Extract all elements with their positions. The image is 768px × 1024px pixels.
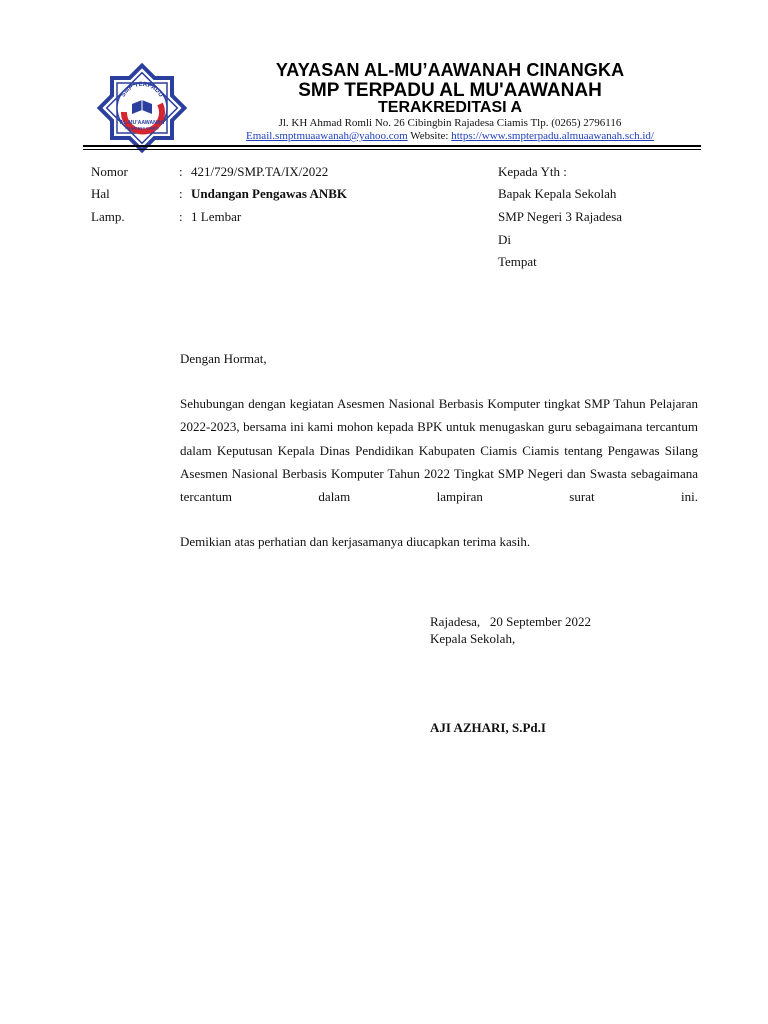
email-link[interactable]: Email.smptmuaawanah@yahoo.com	[246, 130, 408, 142]
body-paragraph: Sehubungan dengan kegiatan Asesmen Nasional Berbasis Komputer tingkat SMP Tahun Pelajaran 2022-2023, bersama ini kami mohon kepada BPK untuk menugaskan guru sebagaimana tercantum dalam Keputusan Kepala Dinas Pendidikan Kabupaten Ciamis Ciamis tentang Pengawas Silang Asesmen Nasional Berbasis Komputer Tahun 2022 Tingkat SMP Negeri dan Swasta sebagaimana tercantum dalam lampiran surat ini.	[180, 396, 698, 505]
meta-subject-value: Undangan Pengawas ANBK	[191, 186, 348, 201]
meta-number-value: 421/729/SMP.TA/IX/2022	[191, 164, 329, 179]
accreditation: TERAKREDITASI A	[378, 99, 522, 116]
closing-sentence: Demikian atas perhatian dan kerjasamanya diucapkan terima kasih.	[180, 534, 531, 549]
meta-attachment-label: Lamp.	[91, 209, 125, 224]
meta-attachment-value: 1 Lembar	[191, 209, 242, 224]
logo-bottom-text: AL-MU'AAWANAH	[119, 120, 165, 126]
school-address: Jl. KH Ahmad Romli No. 26 Cibingbin Rajadesa Ciamis Tlp. (0265) 2796116	[278, 117, 622, 129]
greeting: Dengan Hormat,	[180, 351, 267, 366]
place-date: Rajadesa, 20 September 2022	[430, 614, 592, 629]
contact-line	[200, 130, 700, 142]
meta-number-label: Nomor	[91, 164, 128, 179]
school-name: SMP TERPADU AL MU'AAWANAH	[298, 80, 602, 101]
letterhead-divider-thick	[83, 145, 701, 147]
website-link[interactable]: https://www.smpterpadu.almuaawanah.sch.id/	[451, 130, 654, 142]
meta-attachment-colon: :	[179, 209, 183, 224]
school-logo	[94, 60, 190, 156]
meta-number-colon: :	[179, 164, 183, 179]
recipient-line: Tempat	[498, 254, 537, 269]
logo-top-text: SMP TERPADU	[119, 80, 165, 99]
meta-subject-colon: :	[179, 186, 183, 201]
school-logo-emblem-icon	[94, 60, 190, 156]
signatory-name: AJI AZHARI, S.Pd.I	[430, 720, 546, 735]
website-prefix: Website:	[407, 130, 452, 142]
recipient-line: SMP Negeri 3 Rajadesa	[498, 209, 623, 224]
logo-bottom-subtext: RAJADESA CIAMIS	[125, 126, 159, 131]
meta-subject-label: Hal	[91, 186, 110, 201]
letterhead-divider-thin	[83, 149, 701, 150]
recipient-line: Bapak Kepala Sekolah	[498, 186, 617, 201]
foundation-name: YAYASAN AL-MU’AAWANAH CINANGKA	[275, 60, 625, 80]
recipient-line: Kepada Yth :	[498, 164, 567, 179]
signatory-position: Kepala Sekolah,	[430, 631, 516, 646]
recipient-line: Di	[498, 232, 511, 247]
